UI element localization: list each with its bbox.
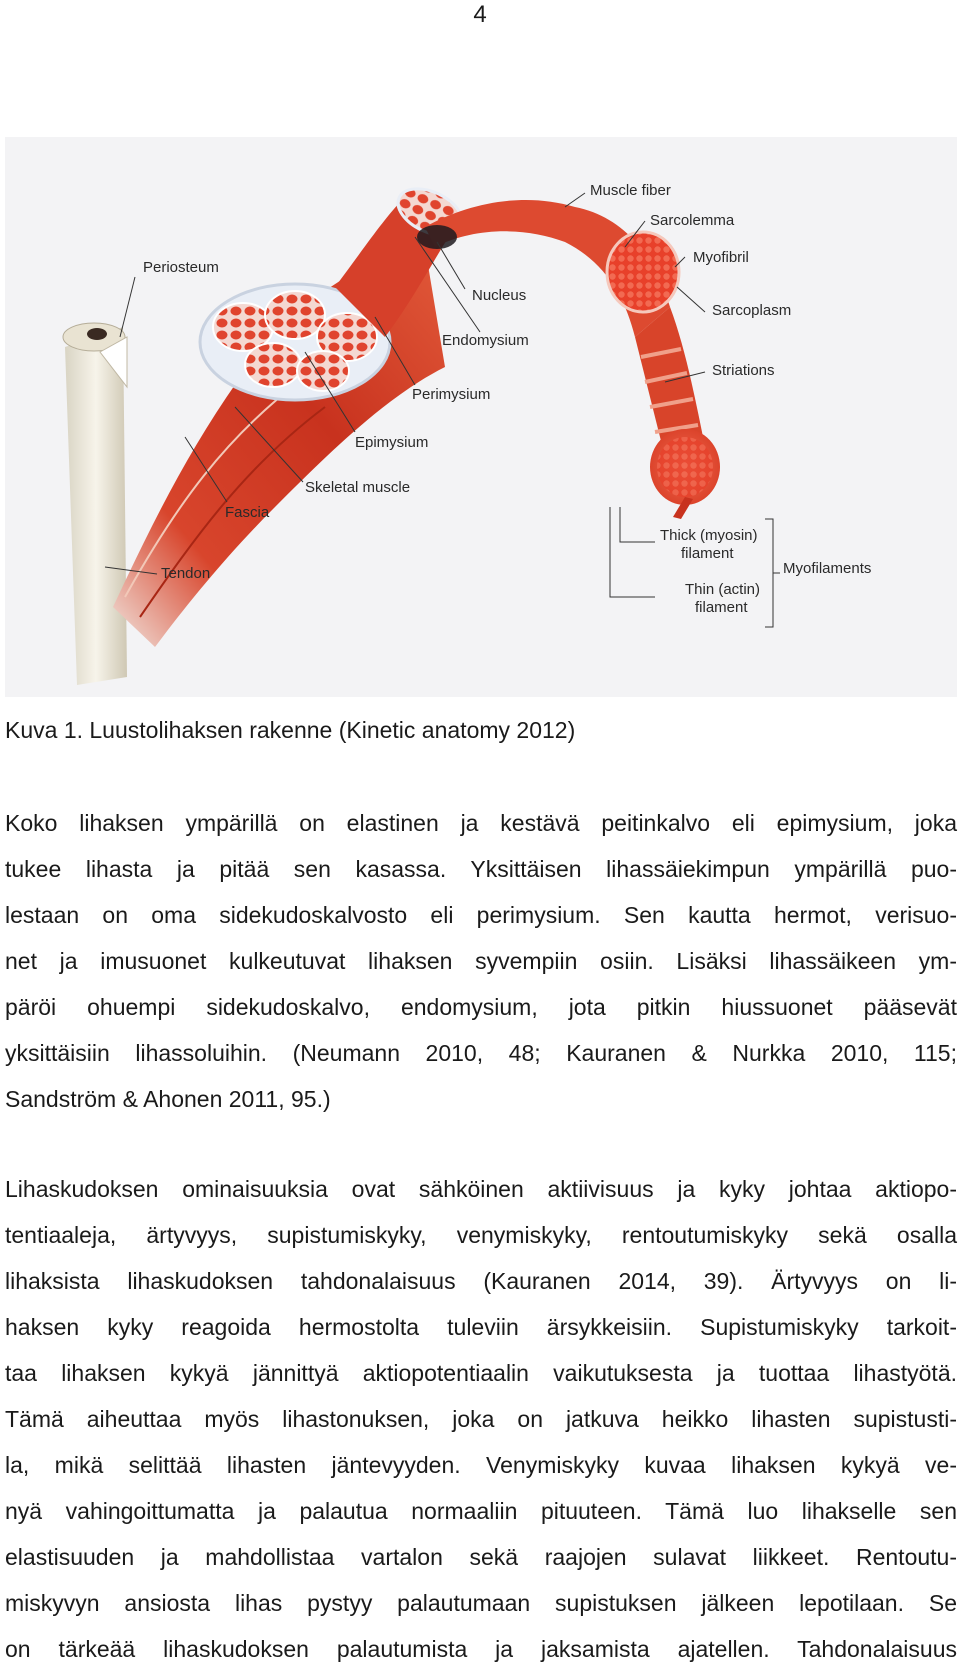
muscle-anatomy-illustration [5,137,957,697]
text-line: miskyvyn ansiosta lihas pystyy palautumaan supistuksen jälkeen lepotilaan. Se [5,1590,957,1616]
label-skeletal-muscle: Skeletal muscle [305,479,411,496]
text-line: haksen kyky reagoida hermostolta tuleviin ärsykkeisiin. Supistumiskyky tarkoit- [5,1314,957,1340]
text-line: Koko lihaksen ympärillä on elastinen ja kestävä peitinkalvo eli epimysium, joka [5,810,957,836]
text-line: nyä vahingoittumatta ja palautua normaaliin pituuteen. Tämä luo lihakselle sen [5,1498,957,1524]
label-sarcolemma: Sarcolemma [650,212,735,229]
label-nucleus: Nucleus [472,287,527,304]
text-line: elastisuuden ja mahdollistaa vartalon sekä raajojen sulavat liikkeet. Rentoutu- [5,1544,957,1570]
label-tendon: Tendon [161,565,211,582]
text-line: tentiaaleja, ärtyvyys, supistumiskyky, venymiskyky, rentoutumiskyky sekä osalla [5,1222,957,1248]
label-perimysium: Perimysium [412,386,491,403]
label-thick-filament: filament [681,545,734,562]
label-thin-actin: Thin (actin) [685,581,761,598]
label-muscle-fiber: Muscle fiber [590,182,671,199]
text-line: lestaan on oma sidekudoskalvosto eli perimysium. Sen kautta hermot, verisuo- [5,902,957,928]
label-endomysium: Endomysium [442,332,529,349]
label-myofilaments: Myofilaments [783,560,872,577]
label-myofibril: Myofibril [693,249,749,266]
text-line: la, mikä selittää lihasten jäntevyyden. Venymiskyky kuvaa lihaksen kykyä ve- [5,1452,957,1478]
label-epimysium: Epimysium [355,434,429,451]
text-line: päröi ohuempi sidekudoskalvo, endomysium, jota pitkin hiussuonet pääsevät [5,994,957,1020]
paragraph-1 [5,800,957,1122]
text-line: lihaksista lihaskudoksen tahdonalaisuus (Kauranen 2014, 39). Ärtyvyys on li- [5,1268,957,1294]
text-line: Lihaskudoksen ominaisuuksia ovat sähköinen aktiivisuus ja kyky johtaa aktiopo- [5,1176,957,1202]
text-line: yksittäisiin lihassoluihin. (Neumann 2010, 48; Kauranen & Nurkka 2010, 115; [5,1040,957,1066]
text-line: on tärkeää lihaskudoksen palautumista ja jaksamista ajatellen. Tahdonalaisuus [5,1636,957,1662]
muscle-anatomy-figure [5,137,957,697]
text-line: Tämä aiheuttaa myös lihastonuksen, joka on jatkuva heikko lihasten supistusti- [5,1406,957,1432]
label-striations: Striations [712,362,775,379]
page-number: 4 [473,1,487,28]
text-line: taa lihaksen kykyä jännittyä aktiopotentiaalin vaikutuksesta ja tuottaa lihastyötä. [5,1360,957,1386]
label-periosteum: Periosteum [143,259,219,276]
bone-shape [63,323,127,685]
label-thick-myosin: Thick (myosin) [660,527,758,544]
label-fascia: Fascia [225,504,270,521]
figure-caption: Kuva 1. Luustolihaksen rakenne (Kinetic anatomy 2012) [5,717,576,743]
paragraph-2 [5,1166,957,1672]
muscle-fiber-shape [417,200,720,519]
label-sarcoplasm: Sarcoplasm [712,302,792,319]
label-thin-filament: filament [695,599,748,616]
text-line: tukee lihasta ja pitää sen kasassa. Yksittäisen lihassäiekimpun ympärillä puo- [5,856,957,882]
text-line: Sandström & Ahonen 2011, 95.) [5,1086,331,1112]
text-line: net ja imusuonet kulkeutuvat lihaksen syvempiin osiin. Lisäksi lihassäikeen ym- [5,948,957,974]
